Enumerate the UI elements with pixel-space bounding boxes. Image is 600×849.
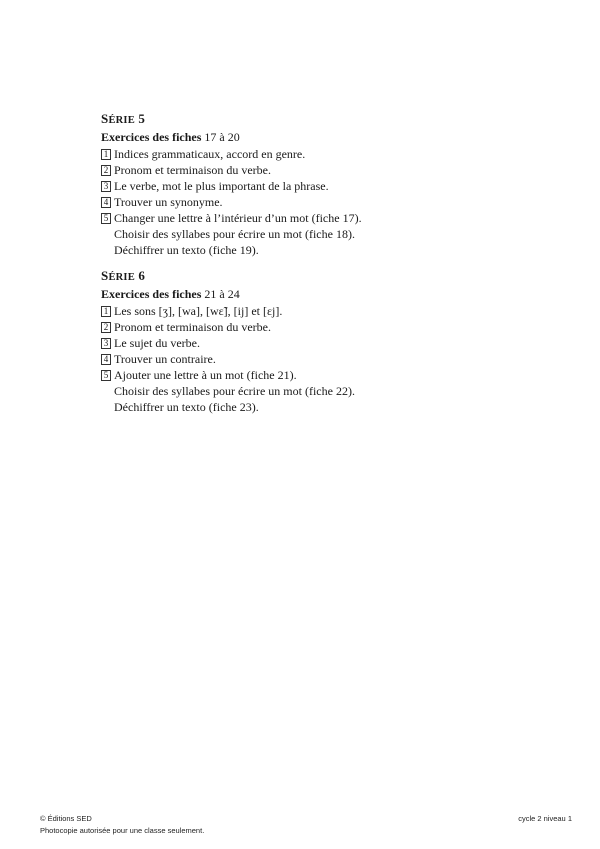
item-text: Déchiffrer un texto (fiche 23).: [114, 400, 259, 414]
series-title-initial: S: [101, 268, 109, 283]
series-title: [101, 267, 521, 286]
footer-copyright: © Éditions SED: [40, 814, 92, 823]
item-number-box: 2: [101, 322, 111, 333]
item-text: Indices grammaticaux, accord en genre.: [114, 147, 306, 161]
subtitle-label: Exercices des fiches: [101, 287, 202, 301]
series-title-initial: S: [101, 111, 109, 126]
footer-level: cycle 2 niveau 1: [518, 814, 572, 823]
subtitle-from: 17: [204, 130, 217, 144]
exercise-item: [101, 335, 521, 351]
exercise-item: [101, 319, 521, 335]
series-subtitle: [101, 129, 521, 146]
item-text: Ajouter une lettre à un mot (fiche 21).: [114, 368, 297, 382]
subtitle-sep: à: [219, 287, 225, 301]
item-text: Pronom et terminaison du verbe.: [114, 320, 271, 334]
series-title-rest: ÉRIE: [108, 272, 135, 283]
item-text: Trouver un synonyme.: [114, 195, 223, 209]
exercise-item: [101, 367, 521, 415]
exercise-content: [101, 110, 521, 424]
series-section: [101, 267, 521, 415]
series-title-rest: ÉRIE: [108, 115, 135, 126]
item-number-box: 1: [101, 149, 111, 160]
series-section: [101, 110, 521, 258]
footer-notice-row: [40, 826, 572, 835]
series-subtitle: [101, 286, 521, 303]
item-number-box: 5: [101, 370, 111, 381]
item-number-box: 5: [101, 213, 111, 224]
series-number: 6: [138, 268, 146, 283]
item-text: Déchiffrer un texto (fiche 19).: [114, 243, 259, 257]
item-text: Le sujet du verbe.: [114, 336, 200, 350]
subtitle-to: 20: [227, 130, 240, 144]
item-text: Choisir des syllabes pour écrire un mot (fiche 18).: [114, 227, 355, 241]
item-number-box: 3: [101, 181, 111, 192]
exercise-item: [101, 146, 521, 162]
item-number-box: 1: [101, 306, 111, 317]
item-number-box: 3: [101, 338, 111, 349]
item-text: Pronom et terminaison du verbe.: [114, 163, 271, 177]
series-number: 5: [138, 111, 146, 126]
subtitle-sep: à: [219, 130, 225, 144]
subtitle-to: 24: [227, 287, 240, 301]
item-number-box: 2: [101, 165, 111, 176]
exercise-item: [101, 303, 521, 319]
exercise-item: [101, 162, 521, 178]
exercise-item: [101, 210, 521, 258]
exercise-item: [101, 351, 521, 367]
footer: [40, 814, 572, 823]
item-text: Changer une lettre à l’intérieur d’un mot (fiche 17).: [114, 211, 362, 225]
exercise-item: [101, 194, 521, 210]
subtitle-label: Exercices des fiches: [101, 130, 202, 144]
item-number-box: 4: [101, 354, 111, 365]
series-title: [101, 110, 521, 129]
item-text: Le verbe, mot le plus important de la phrase.: [114, 179, 329, 193]
subtitle-from: 21: [204, 287, 217, 301]
exercise-item: [101, 178, 521, 194]
item-text: Les sons [ʒ], [wa], [wɛ̃], [ij] et [ɛj].: [114, 304, 283, 318]
item-number-box: 4: [101, 197, 111, 208]
footer-notice: Photocopie autorisée pour une classe seulement.: [40, 826, 205, 835]
item-text: Choisir des syllabes pour écrire un mot (fiche 22).: [114, 384, 355, 398]
item-text: Trouver un contraire.: [114, 352, 216, 366]
